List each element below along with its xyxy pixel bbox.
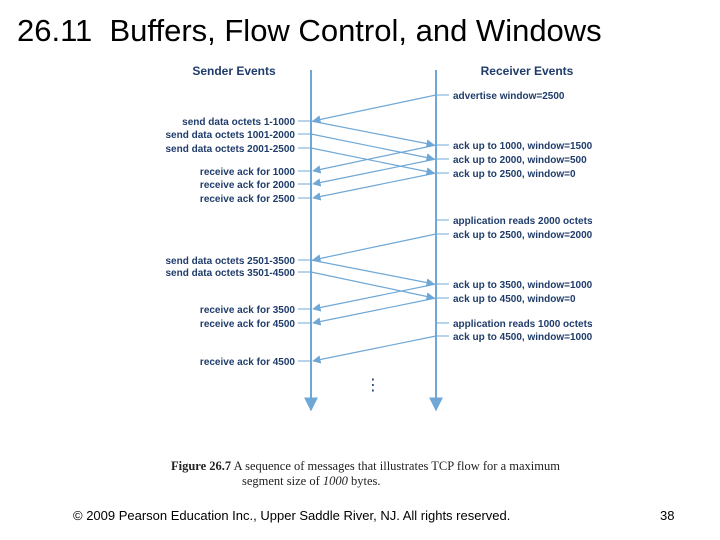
receiver-event-labels xyxy=(453,91,593,343)
message-arrow xyxy=(313,173,436,198)
receiver-event: application reads 2000 octets xyxy=(453,216,593,227)
receiver-event: ack up to 2500, window=2000 xyxy=(453,230,593,241)
sender-event: send data octets 1-1000 xyxy=(182,117,295,128)
message-arrow xyxy=(311,272,434,298)
sender-event: send data octets 2001-2500 xyxy=(165,144,295,155)
message-arrow xyxy=(313,234,436,260)
receiver-event: ack up to 2000, window=500 xyxy=(453,155,587,166)
sender-event: send data octets 1001-2000 xyxy=(165,130,295,141)
sender-event: receive ack for 4500 xyxy=(199,319,295,330)
sender-event: send data octets 2501-3500 xyxy=(165,256,295,267)
figure-caption xyxy=(171,459,611,489)
message-arrow xyxy=(313,284,436,309)
sender-event: receive ack for 1000 xyxy=(199,167,295,178)
sender-event: receive ack for 2500 xyxy=(199,194,295,205)
figure-label: Figure 26.7 xyxy=(171,459,232,473)
receiver-event: application reads 1000 octets xyxy=(453,319,593,330)
receiver-event: advertise window=2500 xyxy=(453,91,565,102)
caption-line1: A sequence of messages that illustrates TCP flow for a maximum xyxy=(233,459,560,473)
receiver-event: ack up to 4500, window=1000 xyxy=(453,332,593,343)
receiver-event: ack up to 4500, window=0 xyxy=(453,294,576,305)
receiver-event: ack up to 1000, window=1500 xyxy=(453,141,593,152)
caption-mss-value: 1000 xyxy=(322,474,348,488)
sender-event: receive ack for 3500 xyxy=(199,305,295,316)
copyright-notice: © 2009 Pearson Education Inc., Upper Saddle River, NJ. All rights reserved. xyxy=(73,508,511,523)
page-number: 38 xyxy=(660,508,675,523)
message-arrows xyxy=(311,95,436,361)
message-arrow xyxy=(311,260,434,284)
sender-event-labels xyxy=(165,117,295,368)
sender-event: receive ack for 2000 xyxy=(199,180,295,191)
sender-event: send data octets 3501-4500 xyxy=(165,268,295,279)
message-arrow xyxy=(313,159,436,184)
receiver-heading: Receiver Events xyxy=(480,64,574,78)
message-arrow xyxy=(313,145,436,171)
slide-title: 26.11 Buffers, Flow Control, and Windows xyxy=(17,13,602,48)
sender-heading: Sender Events xyxy=(192,64,276,78)
message-arrow xyxy=(311,148,434,173)
sender-event: receive ack for 4500 xyxy=(199,357,295,368)
continuation-dots: ⋮ xyxy=(365,375,381,394)
message-arrow xyxy=(313,298,436,323)
message-arrow xyxy=(313,95,436,121)
message-arrow xyxy=(311,134,434,159)
message-arrow xyxy=(313,336,436,361)
receiver-event: ack up to 2500, window=0 xyxy=(453,169,576,180)
caption-line2: segment size of 1000 bytes. xyxy=(242,474,381,488)
receiver-event: ack up to 3500, window=1000 xyxy=(453,280,593,291)
message-arrow xyxy=(311,121,434,145)
